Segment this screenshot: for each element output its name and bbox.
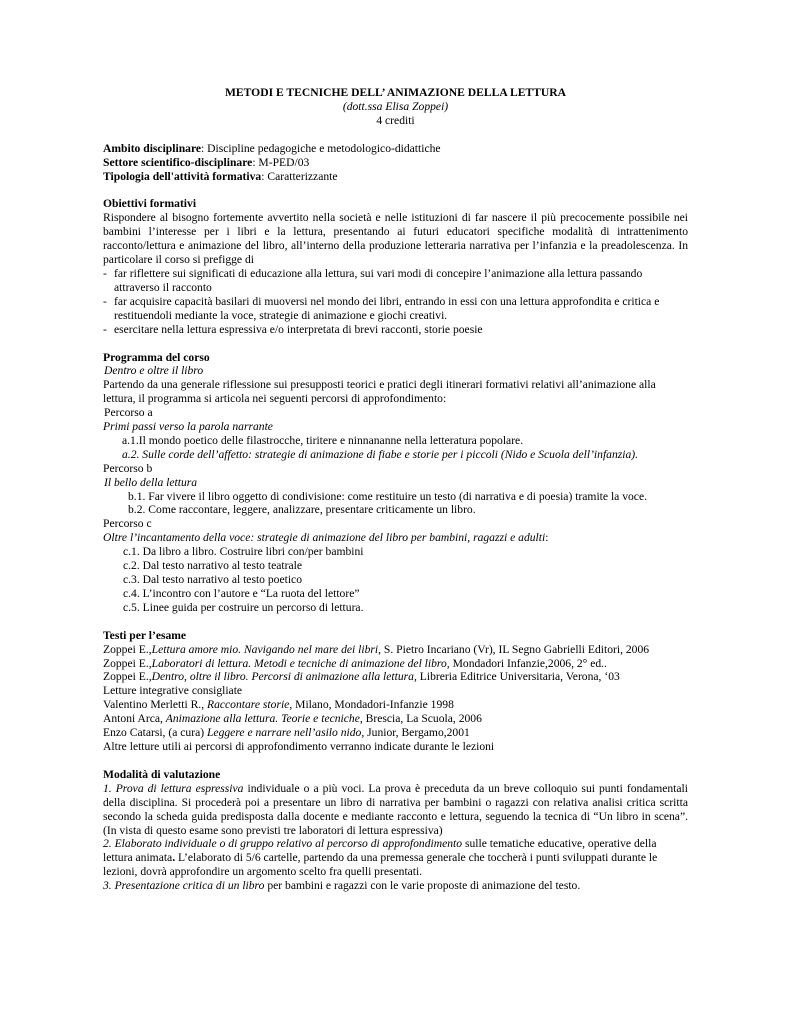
bullet-text: esercitare nella lettura espressiva e/o interpretata di brevi racconti, storie poesie — [114, 322, 483, 336]
valutazione-heading: Modalità di valutazione — [103, 767, 221, 781]
bullet-dash: - — [103, 294, 107, 308]
letture-integrative-label: Letture integrative consigliate — [103, 684, 243, 698]
settore-value: : M-PED/03 — [252, 155, 310, 169]
testo-author: Valentino Merletti R., — [103, 698, 208, 712]
testo-5 — [103, 712, 688, 726]
prova-text-cont: L’elaborato di 5/6 cartelle, partendo da una premessa generale che toccherà i punti sviluppati durante le lezioni, dovrà approfondire un argomento scelto fra quelli presentati. — [103, 851, 658, 879]
programma-heading: Programma del corso — [103, 350, 210, 364]
testo-2 — [103, 657, 688, 671]
percorso-b2: b.2. Come raccontare, leggere, analizzare, presentare criticamente un libro. — [128, 503, 476, 517]
testo-author: Enzo Catarsi, (a cura) — [103, 726, 207, 740]
testo-4 — [103, 698, 688, 712]
testo-author: Zoppei E., — [103, 656, 152, 670]
tipologia-value: : Caratterizzante — [261, 169, 338, 183]
prova-text: sulle tematiche educative, operative della lettura animata — [103, 837, 657, 865]
testo-publisher: Mondadori Infanzie,2006, 2° ed.. — [449, 656, 607, 670]
obiettivi-bullet-2 — [103, 295, 688, 323]
ambito-value: : Discipline pedagogiche e metodologico-didattiche — [201, 141, 441, 155]
prova-text: per bambini e ragazzi con le varie proposte di animazione del testo. — [264, 879, 581, 893]
valutazione-prova-2 — [103, 837, 688, 879]
testo-author: Zoppei E., — [103, 670, 152, 684]
document-page — [103, 86, 688, 893]
percorso-b-title: Il bello della lettura — [104, 475, 198, 489]
bullet-text: far riflettere sui significati di educazione alla lettura, sui vari modi di concepire l’animazione alla lettura passando attraverso il racconto — [114, 266, 643, 294]
bullet-dash: - — [103, 322, 107, 336]
valutazione-prova-3 — [103, 879, 688, 893]
tipologia-line — [103, 170, 688, 184]
percorso-c-colon: : — [545, 531, 549, 545]
obiettivi-heading: Obiettivi formativi — [103, 197, 197, 211]
bullet-text: far acquisire capacità basilari di muoversi nel mondo dei libri, entrando in essi con una lettura approfondita e critica e restituendoli mediante la voce, strategie di animazione e giochi creativi. — [114, 294, 660, 322]
obiettivi-intro: Rispondere al bisogno fortemente avvertito nella società e nelle istituzioni di far nascere il più precocemente possibile nei bambini l’interesse per i libri e la lettura, presentando ai futuri educatori specifiche modalità di intrattenimento racconto/lettura e animazione del libro, all’interno della produzione letteraria narrativa per l’infanzia e la preadolescenza. In particolare il corso si prefigge di — [103, 211, 688, 267]
programma-intro: Partendo da una generale riflessione sui presupposti teorici e pratici degli itinerari formativi relativi all’animazione alla lettura, il programma si articola nei seguenti percorsi di approfondimento: — [103, 378, 656, 406]
obiettivi-bullet-3 — [103, 323, 688, 337]
prova-label: 3. Presentazione critica di un libro — [103, 879, 265, 893]
settore-label: Settore scientifico-disciplinare — [103, 155, 253, 169]
obiettivi-bullet-1 — [103, 267, 688, 295]
programma-subtitle: Dentro e oltre il libro — [104, 364, 204, 378]
testo-title: Raccontare storie — [207, 698, 290, 712]
percorso-a-title: Primi passi verso la parola narrante — [103, 420, 273, 434]
prova-dot: . — [172, 851, 176, 865]
settore-line — [103, 156, 688, 170]
bullet-dash: - — [103, 266, 107, 280]
percorso-c-label: Percorso c — [103, 517, 152, 531]
percorso-c-title: Oltre l’incantamento della voce: strategie di animazione del libro per bambini, ragazzi e adulti — [103, 531, 546, 545]
testo-6 — [103, 726, 688, 740]
ambito-line — [103, 142, 688, 156]
testo-author: Antoni Arca, — [103, 712, 166, 726]
valutazione-prova-1 — [103, 782, 688, 838]
testo-1 — [103, 643, 688, 657]
testo-publisher: Libreria Editrice Universitaria, Verona, ‘03 — [416, 670, 620, 684]
testo-publisher: , Milano, Mondadori-Infanzie 1998 — [289, 698, 454, 712]
prova-label: 1. Prova di lettura espressiva — [103, 781, 244, 795]
prova-label: 2. Elaborato individuale o di gruppo relativo al percorso di approfondimento — [103, 837, 463, 851]
ambito-label: Ambito disciplinare — [103, 141, 202, 155]
testi-heading: Testi per l’esame — [103, 628, 187, 642]
percorso-a2: a.2. Sulle corde dell’affetto: strategie di animazione di fiabe e storie per i piccoli (Nido e Scuola dell’infanzia). — [122, 447, 639, 461]
testo-publisher: Junior, Bergamo,2001 — [364, 726, 470, 740]
testo-3 — [103, 670, 688, 684]
testo-publisher: , Brescia, La Scuola, 2006 — [359, 712, 482, 726]
percorso-c3: c.3. Dal testo narrativo al testo poetico — [123, 573, 303, 586]
percorso-b1: b.1. Far vivere il libro oggetto di condivisione: come restituire un testo (di narrativa e di poesia) tramite la voce. — [128, 489, 647, 503]
course-title: METODI E TECNICHE DELL’ ANIMAZIONE DELLA LETTURA — [224, 86, 567, 99]
testo-author: Zoppei E., — [103, 642, 152, 656]
percorso-c4: c.4. L’incontro con l’autore e “La ruota del lettore” — [123, 586, 360, 600]
percorso-a1: a.1.Il mondo poetico delle filastrocche, tiritere e ninnananne nella letteratura popolare. — [122, 433, 524, 447]
testo-title: Dentro, oltre il libro. Percorsi di animazione alla lettura, — [151, 670, 417, 684]
percorso-c5: c.5. Linee guida per costruire un percorso di lettura. — [123, 600, 364, 614]
testo-title: Laboratori di lettura. Metodi e tecniche di animazione del libro, — [151, 656, 450, 670]
testo-title: Animazione alla lettura. Teorie e tecniche — [165, 712, 360, 726]
percorso-a-label: Percorso a — [104, 406, 153, 420]
testo-publisher: , S. Pietro Incariano (Vr), IL Segno Gabrielli Editori, 2006 — [378, 642, 650, 656]
testo-title: Lettura amore mio. Navigando nel mare dei libri — [151, 642, 379, 656]
course-credits: 4 crediti — [376, 113, 415, 127]
course-author: (dott.ssa Elisa Zoppei) — [342, 99, 449, 113]
testo-title: Leggere e narrare nell’asilo nido, — [206, 726, 365, 740]
percorso-c1: c.1. Da libro a libro. Costruire libri con/per bambini — [123, 545, 364, 559]
percorso-c2: c.2. Dal testo narrativo al testo teatrale — [123, 559, 302, 573]
prova-text: individuale o a più voci. La prova è preceduta da un breve colloquio sui punti fondamentali della disciplina. Si procederà poi a presentare un libro di narrativa per bambini o ragazzi con relativa analisi critica scritta secondo la scheda guida predisposta dalla docente e mediante racconto e lettura, seguendo la tecnica di “Un libro in scena”. (In vista di questo esame sono previsti tre laboratori di lettura espressiva) — [103, 781, 688, 837]
percorso-c-title-line — [103, 531, 688, 545]
percorso-b-label: Percorso b — [103, 461, 153, 475]
altre-letture: Altre letture utili ai percorsi di approfondimento verranno indicate durante le lezioni — [103, 739, 495, 753]
tipologia-label: Tipologia dell'attività formativa — [103, 169, 262, 183]
